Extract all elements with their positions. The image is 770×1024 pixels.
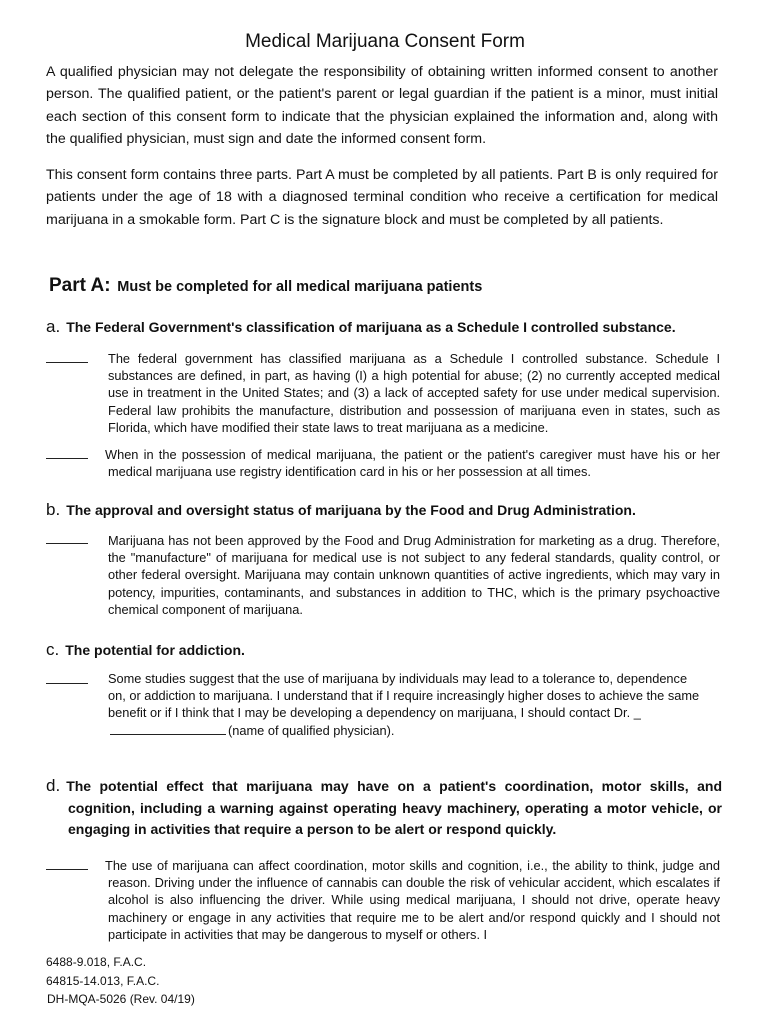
section-a-letter: a. bbox=[46, 317, 61, 336]
section-d-title: The potential effect that marijuana may have on a patient's coordination, motor skills, and cognition, including a warning against operating heavy machinery, operating a motor vehicle, or engaging in activities that require a person to be alert or respond quickly. bbox=[66, 778, 722, 837]
section-a-heading bbox=[46, 316, 722, 339]
initial-field-d1[interactable] bbox=[46, 869, 88, 870]
initial-field-c1[interactable] bbox=[46, 683, 88, 684]
section-c-item-1-suffix: (name of qualified physician). bbox=[228, 722, 395, 738]
part-a-subtitle: Must be completed for all medical marijuana patients bbox=[117, 279, 483, 295]
footer-form-id: DH-MQA-5026 (Rev. 04/19) bbox=[47, 992, 195, 1006]
initial-field-a2[interactable] bbox=[46, 458, 88, 459]
section-b-title: The approval and oversight status of marijuana by the Food and Drug Administration. bbox=[66, 502, 636, 518]
initial-field-b1[interactable] bbox=[46, 543, 88, 544]
section-a-title: The Federal Government's classification of marijuana as a Schedule I controlled substance. bbox=[66, 319, 676, 335]
part-a-heading bbox=[49, 270, 482, 298]
footer-rule-1: 6488-9.018, F.A.C. bbox=[46, 955, 147, 969]
part-a-label: Part A: bbox=[49, 275, 111, 296]
intro-paragraph-2: This consent form contains three parts. Part A must be completed by all patients. Part B is only required for patients under the age of 18 with a diagnosed terminal condition who receive a certification for medical marijuana in a smokable form. Part C is the signature block and must be completed by all patients. bbox=[46, 167, 718, 228]
physician-name-field[interactable] bbox=[110, 722, 226, 735]
section-b-heading bbox=[46, 499, 722, 522]
section-c-item-1 bbox=[108, 670, 708, 739]
footer-rule-2: 64815-14.013, F.A.C. bbox=[46, 974, 160, 988]
section-b-item-1: Marijuana has not been approved by the Food and Drug Administration for marketing as a drug. Therefore, the "manufacture" of marijuana for medical use is not subject to any federal standards, quality control, or other federal oversight. Marijuana may contain unknown quantities of active ingredients, which may vary in potency, impurities, contaminants, and substances in addition to THC, which is the primary psychoactive chemical component of marijuana. bbox=[108, 533, 720, 617]
section-c-letter: c. bbox=[46, 640, 60, 659]
section-c-title: The potential for addiction. bbox=[65, 642, 245, 658]
section-b-letter: b. bbox=[46, 500, 61, 519]
initial-field-a1[interactable] bbox=[46, 362, 88, 363]
section-a-item-2: When in the possession of medical marijuana, the patient or the patient's caregiver must have his or her medical marijuana use registry identification card in his or her possession at all times. bbox=[105, 447, 720, 480]
section-d-heading bbox=[46, 775, 722, 841]
section-a-item-1: The federal government has classified marijuana as a Schedule I controlled substance. Schedule I substances are defined, in part, as having (I) a high potential for abuse; (2) no currently accepted medical use in treatment in the United States; and (3) a lack of accepted safety for use under medical supervision. Federal law prohibits the manufacture, distribution and possession of marijuana even in states, such as Florida, which have modified their state laws to treat marijuana as a medicine. bbox=[108, 351, 720, 435]
intro-paragraph-1: A qualified physician may not delegate the responsibility of obtaining written informed consent to another person. The qualified patient, or the patient's parent or legal guardian if the patient is a minor, must initial each section of this consent form to indicate that the physician explained the information and, along with the qualified physician, must sign and date the informed consent form. bbox=[46, 64, 718, 147]
form-title: Medical Marijuana Consent Form bbox=[245, 31, 525, 52]
section-d-letter: d. bbox=[46, 776, 61, 795]
section-c-heading bbox=[46, 639, 722, 662]
section-d-item-1: The use of marijuana can affect coordination, motor skills and cognition, i.e., the ability to think, judge and reason. Driving under the influence of cannabis can double the risk of vehicular accident, which escalates if alcohol is also influencing the driver. While using medical marijuana, I should not drive, operate heavy machinery or engage in any activities that require me to be alert and/or respond quickly and I should not participate in activities that may be dangerous to myself or others. I bbox=[105, 858, 720, 942]
section-c-item-1-text: Some studies suggest that the use of marijuana by individuals may lead to a tolerance to, dependence on, or addiction to marijuana. I understand that if I require increasingly higher doses to achieve the same benefit or if I think that I may be developing a dependency on marijuana, I should contact Dr. _ bbox=[108, 671, 700, 721]
